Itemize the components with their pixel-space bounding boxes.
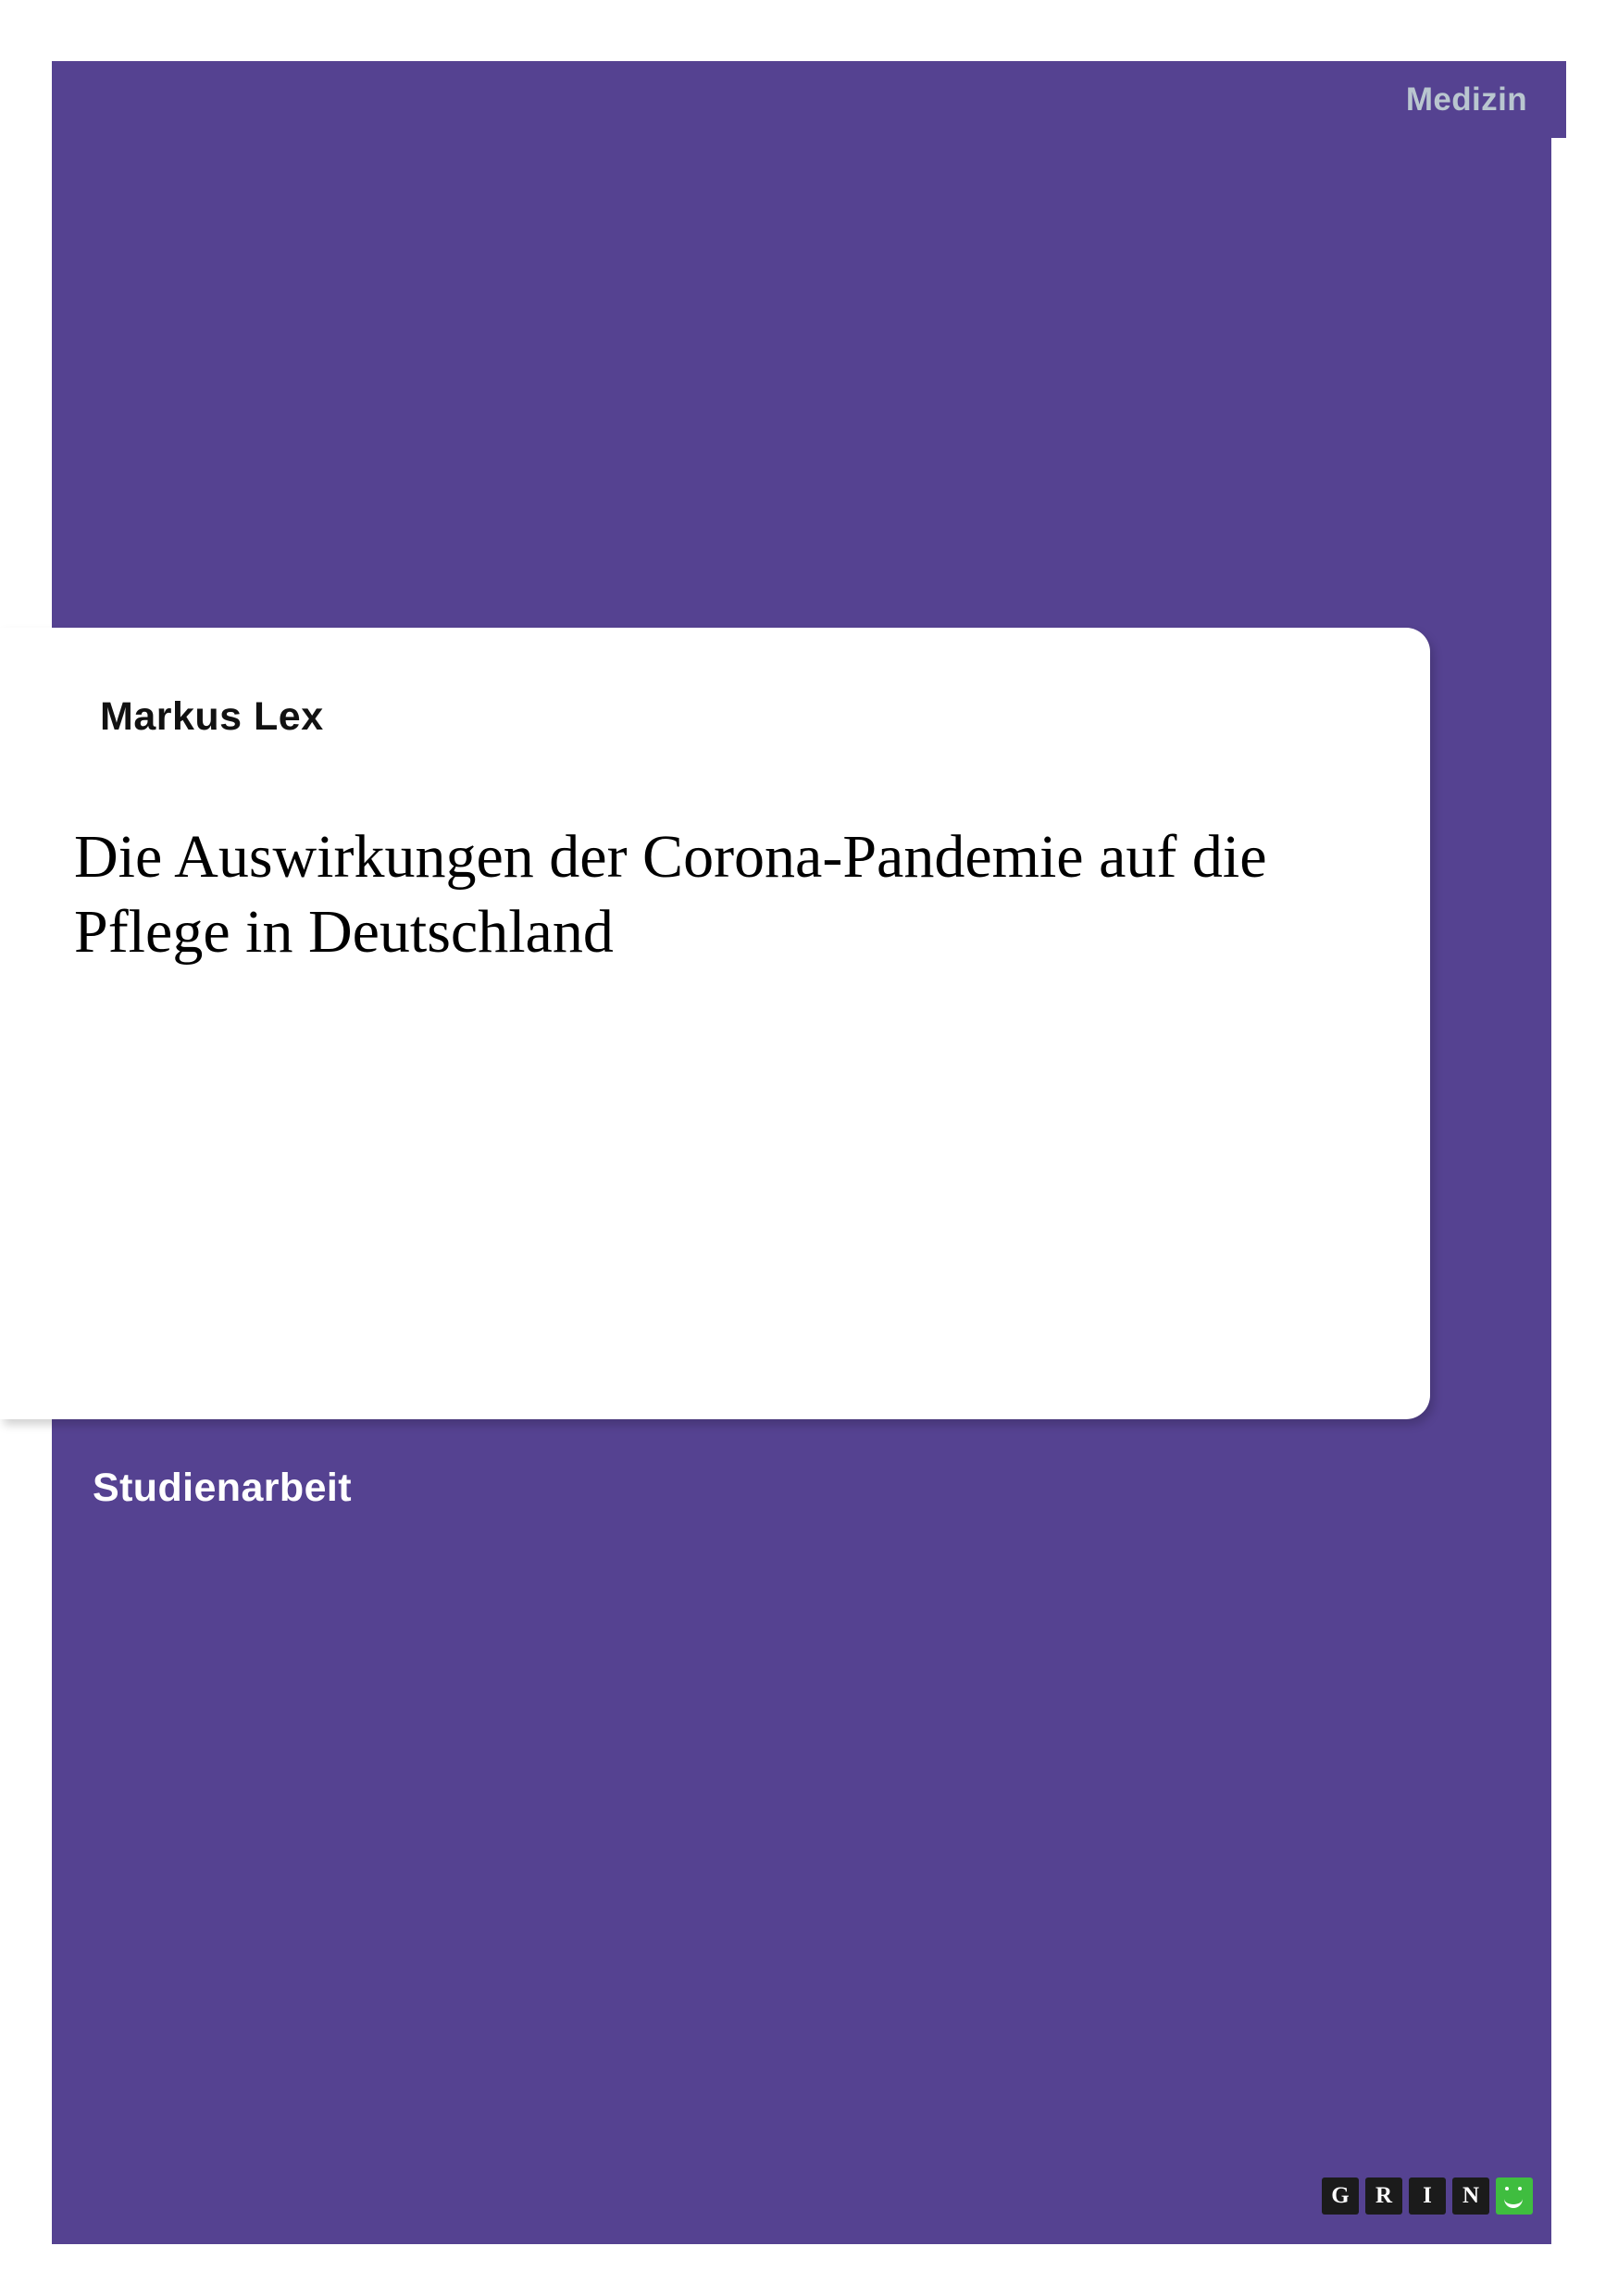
logo-letter-g: G [1322,2177,1359,2215]
document-type-label: Studienarbeit [93,1466,352,1510]
grin-logo [1322,2177,1533,2215]
logo-letter-r: R [1365,2177,1402,2215]
title-card [0,628,1430,1419]
author-name: Markus Lex [100,694,324,739]
cover-top-notch [990,0,1009,61]
category-label: Medizin [1405,81,1527,118]
logo-letter-n: N [1452,2177,1489,2215]
category-strip [988,61,1566,138]
page-title: Die Auswirkungen der Corona-Pandemie auf die Pflege in Deutschland [74,823,1267,966]
logo-letter-i: I [1409,2177,1446,2215]
smiley-icon [1496,2177,1533,2215]
